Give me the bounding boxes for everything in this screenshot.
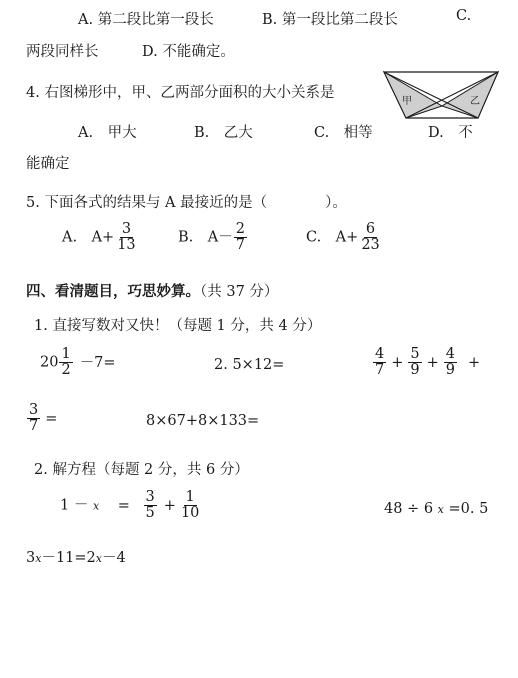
fraction-denominator: 7	[235, 237, 245, 254]
q5-option-c	[306, 222, 383, 253]
q4-figure-label-jia: 甲	[402, 96, 412, 107]
fraction	[179, 490, 201, 521]
q4-option-c: C. 相等	[314, 125, 373, 141]
mixed-number-whole: 20	[40, 354, 59, 371]
fraction-denominator: 5	[145, 505, 155, 522]
q5-option-b-prefix: B. A－	[178, 229, 233, 246]
q4-option-b: B. 乙大	[194, 125, 253, 141]
q3-option-b: B. 第一段比第二段长	[262, 12, 398, 28]
fraction	[144, 490, 157, 521]
q5-option-c-prefix: C. A+	[306, 229, 359, 246]
fraction	[408, 347, 421, 378]
q5-option-a	[62, 222, 139, 253]
plus-operator: +	[468, 354, 481, 371]
equation-coefficient: 3	[26, 550, 36, 566]
sub2-equation-1	[60, 490, 202, 521]
fraction-denominator: 2	[61, 362, 71, 379]
q3-option-c: C.	[456, 8, 472, 24]
fraction-numerator: 6	[365, 221, 376, 237]
sub2-title: 2. 解方程（每题 2 分，共 6 分）	[34, 462, 249, 478]
equation-right: －4	[102, 550, 126, 566]
plus-operator: +	[163, 497, 176, 514]
equation-left: 48 ÷ 6	[384, 501, 434, 517]
plus-operator: +	[426, 354, 439, 371]
fraction-numerator: 3	[145, 489, 155, 505]
equation-middle: －11=2	[41, 550, 96, 566]
fraction-numerator: 3	[29, 402, 39, 418]
q5-option-a-fraction	[115, 222, 137, 253]
fraction-numerator: 1	[185, 489, 195, 505]
equation-right: =0. 5	[448, 501, 489, 517]
sub1-expression-3	[372, 347, 480, 378]
sub1-expression-1	[40, 347, 116, 378]
section-4-heading	[26, 280, 278, 301]
q4-stem: 4. 右图梯形中，甲、乙两部分面积的大小关系是	[26, 85, 335, 101]
fraction-denominator: 23	[361, 237, 380, 254]
fraction-denominator: 10	[180, 505, 200, 522]
fraction	[27, 403, 40, 434]
variable-x: x	[95, 552, 102, 565]
expression-rest: －7=	[79, 354, 116, 371]
fraction-denominator: 7	[375, 362, 385, 379]
q3-option-a: A. 第二段比第一段长	[78, 12, 214, 28]
equals-sign: =	[45, 410, 58, 427]
q5-option-c-fraction	[359, 222, 381, 253]
equation-left: 1 －	[60, 497, 89, 514]
q4-figure-label-yi: 乙	[470, 96, 480, 107]
plus-operator: +	[391, 354, 404, 371]
q3-option-d: D. 不能确定。	[142, 44, 235, 60]
sub1-expression-3-continued	[26, 403, 57, 434]
fraction-numerator: 5	[410, 346, 420, 362]
sub2-equation-2	[384, 501, 488, 517]
fraction-numerator: 2	[235, 221, 245, 237]
fraction-numerator: 4	[445, 346, 456, 362]
mixed-number-fraction	[59, 347, 72, 378]
fraction-denominator: 13	[117, 237, 136, 254]
q4-option-d: D. 不	[428, 125, 473, 141]
fraction-denominator: 9	[410, 362, 420, 379]
q4-option-a: A. 甲大	[78, 125, 137, 141]
sub2-equation-3	[26, 546, 126, 567]
sub1-expression-2: 2. 5×12=	[214, 357, 285, 373]
fraction-numerator: 3	[121, 221, 132, 237]
q4-option-d-continued: 能确定	[26, 156, 70, 172]
variable-x: x	[92, 499, 100, 513]
fraction-denominator: 9	[445, 362, 456, 379]
fraction-numerator: 1	[61, 346, 71, 362]
sub1-expression-4: 8×67+8×133=	[146, 413, 260, 429]
q4-trapezoid-figure	[382, 66, 502, 122]
q5-option-b-fraction	[234, 222, 247, 253]
fraction	[444, 347, 457, 378]
q5-stem: 5. 下面各式的结果与 A 最接近的是（ ）。	[26, 195, 347, 211]
variable-x: x	[437, 503, 444, 516]
variable-x: x	[35, 552, 42, 565]
q3-option-c-continued: 两段同样长	[26, 44, 99, 60]
equals-sign: =	[117, 497, 130, 514]
q5-option-a-prefix: A. A+	[62, 229, 115, 246]
fraction-denominator: 7	[29, 418, 39, 435]
section-4-title: 四、看清题目，巧思妙算。	[26, 283, 200, 300]
fraction	[373, 347, 386, 378]
fraction-numerator: 4	[375, 346, 385, 362]
section-4-points: （共 37 分）	[200, 284, 279, 300]
q5-option-b	[178, 222, 248, 253]
sub1-title: 1. 直接写数对又快！（每题 1 分，共 4 分）	[34, 318, 322, 334]
